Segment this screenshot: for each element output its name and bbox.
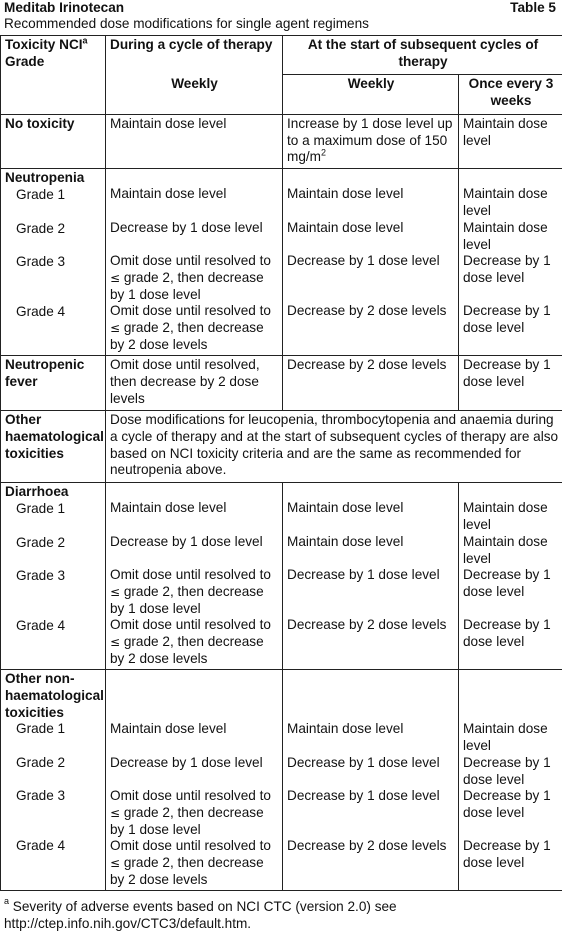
cell-weekly: Increase by 1 dose level up to a maximum dose of 150 $mg/m^2$: [283, 115, 459, 169]
cell-weekly: Maintain dose level Decrease by 1 dose level Decrease by 1 dose level Decrease by 2 dose levels: [283, 670, 459, 891]
col-header-toxicity: Toxicity NCI$^a$ Grade: [1, 36, 106, 115]
cell-during: Maintain dose level: [106, 115, 283, 169]
table-row: [1, 356, 562, 411]
col-header-start: At the start of subsequent cycles of therapy: [283, 36, 562, 75]
row-label-no-toxicity: No toxicity: [1, 115, 106, 169]
row-label-diarrhoea: Diarrhoea Grade 1 Grade 2 Grade 3 Grade 4: [1, 483, 106, 670]
row-label-neutropenia: Neutropenia Grade 1 Grade 2 Grade 3 Grade 4: [1, 169, 106, 356]
product-title: Meditab Irinotecan: [4, 0, 125, 15]
col-header-weekly-start: Weekly: [283, 75, 459, 115]
table-row: [1, 169, 562, 356]
table-caption: Recommended dose modifications for single agent regimens: [4, 16, 369, 31]
cell-during: Maintain dose level Decrease by 1 dose level Omit dose until resolved to ≤ grade 2, then decrease by 1 dose level Omit dose until resolved to ≤ grade 2, then decrease by 2 dose levels: [106, 670, 283, 891]
cell-once3: Maintain dose level Decrease by 1 dose level Decrease by 1 dose level Decrease by 1 dose level: [459, 670, 562, 891]
footnote-marker: a: [4, 896, 10, 907]
col-header-during: During a cycle of therapy: [106, 36, 283, 75]
cell-other-haematological-note: Dose modifications for leucopenia, thrombocytopenia and anaemia during a cycle of therapy and at the start of subsequent cycles of therapy are also based on NCI toxicity criteria and are the same as recommended for neutropenia above.: [106, 411, 562, 483]
cell-weekly: Maintain dose level Maintain dose level Decrease by 1 dose level Decrease by 2 dose levels: [283, 483, 459, 670]
table-row: [1, 483, 562, 670]
table-header: [4, 0, 556, 16]
footnote-text: Severity of adverse events based on NCI CTC (version 2.0) see http://ctep.info.nih.gov/CTC3/default.htm.: [4, 899, 397, 931]
col-header-once-3-weeks: Once every 3 weeks: [459, 75, 562, 115]
table-row: [1, 411, 562, 483]
row-label-neutropenic-fever: Neutropenic fever: [1, 356, 106, 411]
col-header-weekly-during: Weekly: [106, 75, 283, 115]
table-number: Table 5: [510, 0, 556, 15]
dose-modification-table: [0, 35, 562, 891]
cell-weekly: Maintain dose level Maintain dose level Decrease by 1 dose level Decrease by 2 dose levels: [283, 169, 459, 356]
table-row: [1, 115, 562, 169]
table-row: [1, 670, 562, 891]
cell-weekly: Decrease by 2 dose levels: [283, 356, 459, 411]
cell-once3: Maintain dose level: [459, 115, 562, 169]
footnote: [4, 898, 556, 932]
row-label-other-haematological: Other haematological toxicities: [1, 411, 106, 483]
row-label-other-non-haematological: Other non-haematological toxicities Grade 1 Grade 2 Grade 3 Grade 4: [1, 670, 106, 891]
cell-during: Maintain dose level Decrease by 1 dose level Omit dose until resolved to ≤ grade 2, then decrease by 1 dose level Omit dose until resolved to ≤ grade 2, then decrease by 2 dose levels: [106, 483, 283, 670]
cell-during: Maintain dose level Decrease by 1 dose level Omit dose until resolved to ≤ grade 2, then decrease by 1 dose level Omit dose until resolved to ≤ grade 2, then decrease by 2 dose levels: [106, 169, 283, 356]
cell-during: Omit dose until resolved, then decrease by 2 dose levels: [106, 356, 283, 411]
cell-once3: Maintain dose level Maintain dose level Decrease by 1 dose level Decrease by 1 dose level: [459, 169, 562, 356]
cell-once3: Decrease by 1 dose level: [459, 356, 562, 411]
cell-once3: Maintain dose level Maintain dose level Decrease by 1 dose level Decrease by 1 dose level: [459, 483, 562, 670]
